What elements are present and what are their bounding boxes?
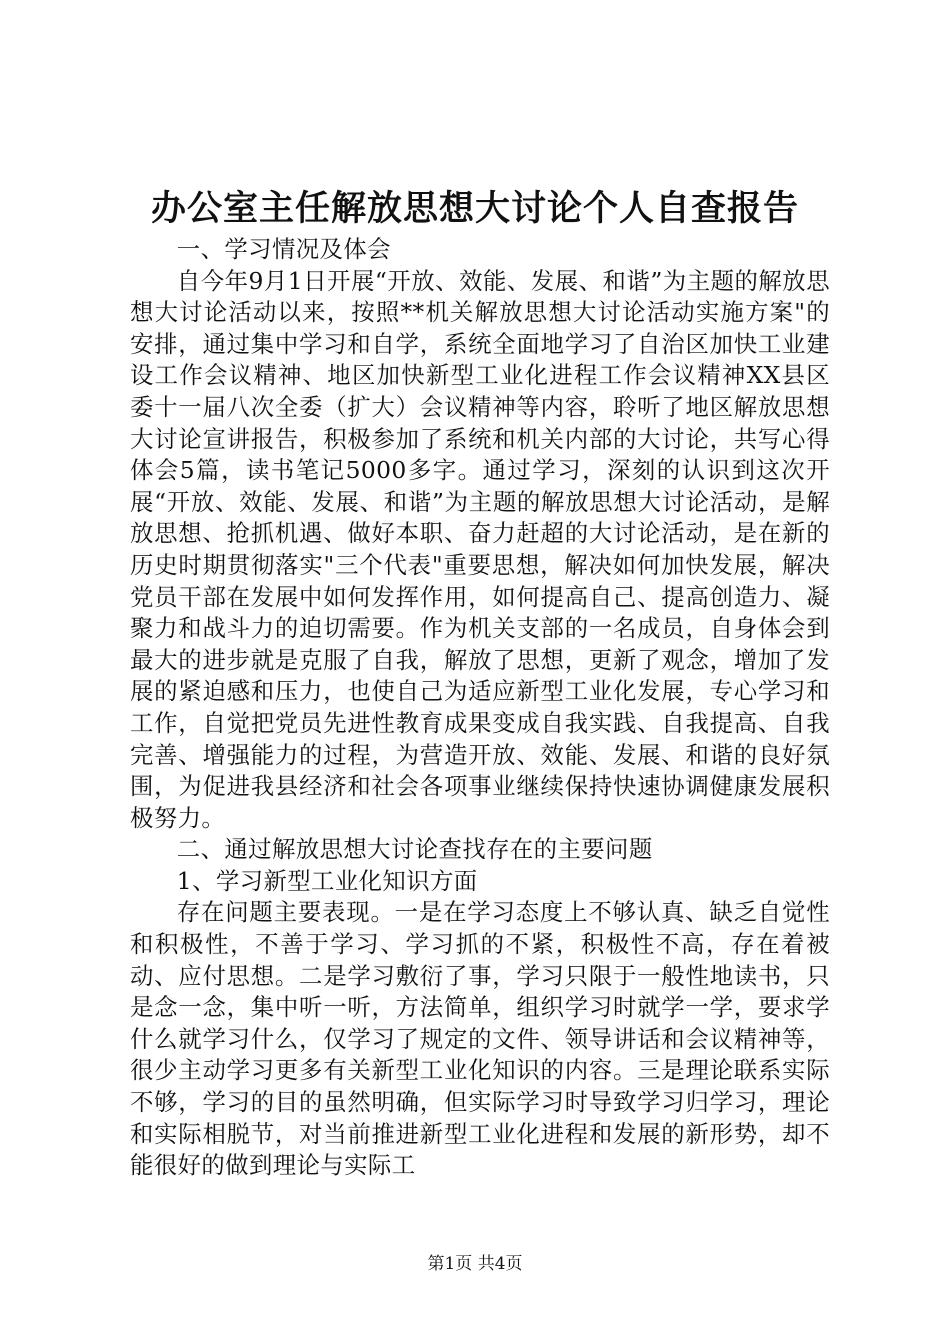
document-title: 办公室主任解放思想大讨论个人自查报告: [150, 188, 799, 229]
document-body: [130, 234, 830, 1182]
body-paragraph: 存在问题主要表现。一是在学习态度上不够认真、缺乏自觉性和积极性，不善于学习、学习抓的不紧，积极性不高，存在着被动、应付思想。二是学习敷衍了事，学习只限于一般性地读书，只是念一念，集中听一听，方法简单，组织学习时就学一学，要求学什么就学习什么，仅学习了规定的文件、领导讲话和会议精神等，很少主动学习更多有关新型工业化知识的内容。三是理论联系实际不够，学习的目的虽然明确，但实际学习时导致学习归学习，理论和实际相脱节，对当前推进新型工业化进程和发展的新形势，却不能很好的做到理论与实际工: [130, 898, 830, 1180]
section-heading: 一、学习情况及体会: [176, 235, 391, 263]
page-number-footer: 第1页 共4页: [427, 1254, 523, 1274]
subsection-heading: 1、学习新型工业化知识方面: [176, 866, 478, 895]
body-paragraph: 自今年9月1日开展“开放、效能、发展、和谐”为主题的解放思想大讨论活动以来，按照**机关解放思想大讨论活动实施方案"的安排，通过集中学习和自学，系统全面地学习了自治区加快工业建设工作会议精神、地区加快新型工业化进程工作会议精神XX县区委十一届八次全委（扩大）会议精神等内容，聆听了地区解放思想大讨论宣讲报告，积极参加了系统和机关内部的大讨论，共写心得体会5篇，读书笔记5000多字。通过学习，深刻的认识到这次开展“开放、效能、发展、和谐”为主题的解放思想大讨论活动，是解放思想、抢抓机遇、做好本职、奋力赶超的大讨论活动，是在新的历史时期贯彻落实"三个代表"重要思想，解决如何加快发展，解决党员干部在发展中如何发挥作用，如何提高自己、提高创造力、凝聚力和战斗力的迫切需要。作为机关支部的一名成员，自身体会到最大的进步就是克服了自我，解放了思想，更新了观念，增加了发展的紧迫感和压力，也使自己为适应新型工业化发展，专心学习和工作，自觉把党员先进性教育成果变成自我实践、自我提高、自我完善、增强能力的过程，为营造开放、效能、发展、和谐的良好氛围，为促进我县经济和社会各项事业继续保持快速协调健康发展积极努力。: [130, 266, 830, 832]
section-heading: 二、通过解放思想大讨论查找存在的主要问题: [176, 835, 653, 864]
